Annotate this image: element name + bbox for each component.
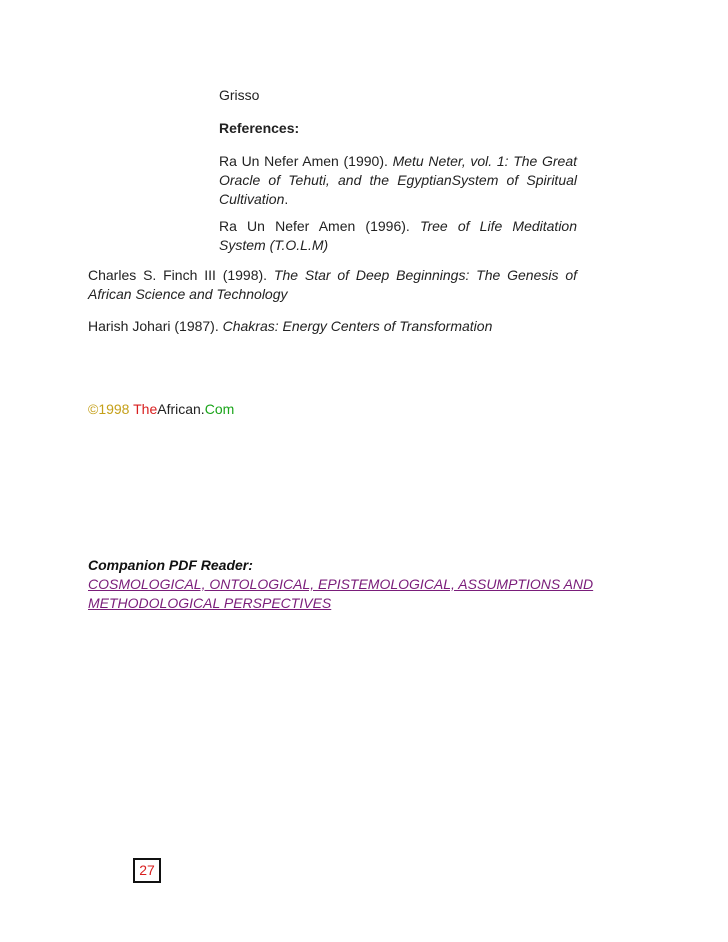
- brand-com: Com: [204, 401, 235, 417]
- page-number: 27: [133, 858, 161, 883]
- brand-the: The: [133, 401, 158, 417]
- companion-link[interactable]: COSMOLOGICAL, ONTOLOGICAL, EPISTEMOLOGICAL, ASSUMPTIONS AND METHODOLOGICAL PERSPECTIVES: [88, 576, 594, 611]
- reference-2: [219, 217, 577, 255]
- reference-2-author: Ra Un Nefer Amen (1996).: [219, 218, 420, 234]
- grisso-text: Grisso: [219, 87, 260, 103]
- reference-1: [219, 152, 577, 209]
- copyright-line: [88, 400, 577, 419]
- companion-heading: Companion PDF Reader:: [88, 557, 253, 573]
- reference-1-title: Metu Neter, vol. 1: The Great Oracle of Tehuti, and the EgyptianSystem of Spiritual Cultivation: [219, 153, 578, 207]
- reference-4: [88, 317, 648, 336]
- reference-1-tail: .: [284, 191, 289, 207]
- copyright-year: ©1998: [88, 401, 134, 417]
- reference-3-author: Charles S. Finch III (1998).: [88, 267, 274, 283]
- reference-2-title: Tree of Life Meditation System (T.O.L.M): [219, 218, 577, 253]
- companion-link-wrap: [88, 575, 618, 613]
- reference-1-author: Ra Un Nefer Amen (1990).: [219, 153, 393, 169]
- brand-african: African.: [157, 401, 205, 417]
- reference-3: [88, 266, 577, 304]
- reference-4-title: Chakras: Energy Centers of Transformation: [222, 318, 493, 334]
- reference-4-author: Harish Johari (1987).: [88, 318, 223, 334]
- references-heading: References:: [219, 120, 300, 136]
- reference-3-title: The Star of Deep Beginnings: The Genesis of African Science and Technology: [88, 267, 578, 302]
